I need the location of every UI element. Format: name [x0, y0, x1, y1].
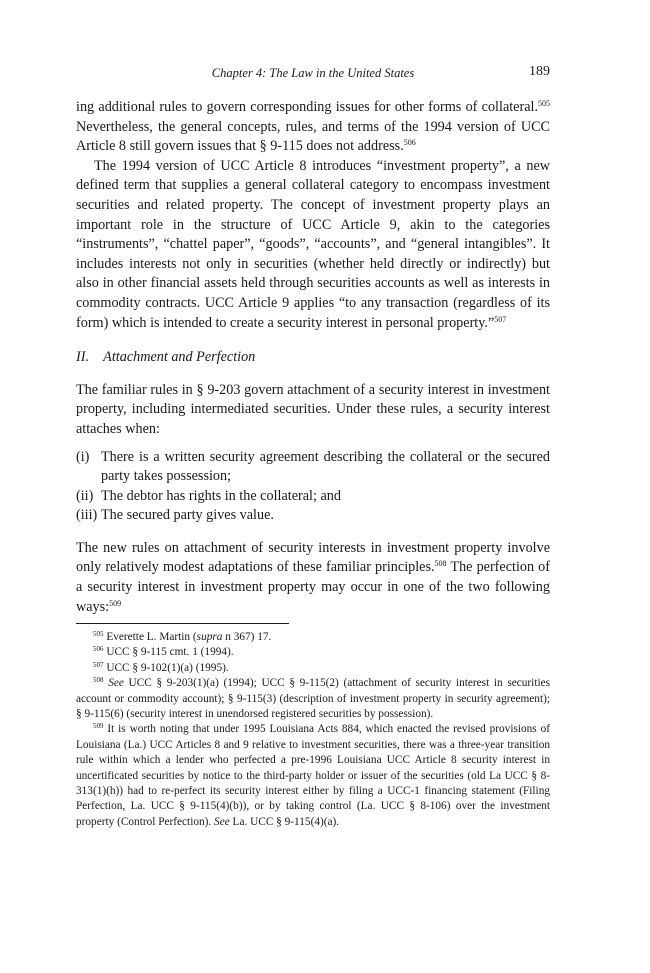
- page-number: 189: [529, 64, 550, 79]
- footnote-506: $^{506}$ UCC § 9-115 cmt. 1 (1994).: [93, 645, 234, 659]
- footnote-507: $^{507}$ UCC § 9-102(1)(a) (1995).: [93, 660, 229, 674]
- footnote-ref-505[interactable]: 505: [538, 99, 550, 108]
- footnote-ref-508[interactable]: 508: [434, 559, 447, 569]
- paragraph-attachment-rules: The familiar rules in § 9-203 govern attachment of a security interest in investment property, including intermediated securities. Under these rules, a security interest attaches when:: [76, 381, 550, 437]
- paragraph-continuation: ing additional rules to govern corresponding issues for other forms of collateral.$^{505}$ Nevertheless, the general concepts, rules, and terms of the 1994 version of UCC Article 8 still govern issues that § 9-115 does not address.$^{506}$: [76, 99, 550, 155]
- running-title: Chapter 4: The Law in the United States: [211, 66, 415, 80]
- attachment-conditions-list: [76, 448, 550, 526]
- footnotes: [76, 630, 550, 830]
- running-header: [76, 64, 550, 82]
- paragraph-perfection: The new rules on attachment of security interests in investment property involve only relatively modest adaptations of these familiar principles.$^{508}$ The perfection of a security interest in investment property may occur in one of the two following ways:$^{509}$: [76, 539, 551, 615]
- main-text: [76, 98, 550, 617]
- footnote-509: $^{509}$ It is worth noting that under 1995 Louisiana Acts 884, which enacted the revised provisions of Louisiana (La.) UCC Articles 8 and 9 relative to investment securities, there was a three-year transition rule within which a lender who perfected a pre-1996 Louisiana UCC Article 8 security interest in uncertificated securities by notice to the third-party holder or issuer of the securities (old La UCC § 8-313(1)(h)) had to re-perfect its security interest either by filing a UCC-1 financing statement (Filing Perfection, La. UCC § 9-115(4)(b)), or by taking control (La. UCC § 8-106) over the investment property (Control Perfection). See La. UCC § 9-115(4)(a).: [76, 722, 550, 828]
- paragraph-investment-property: The 1994 version of UCC Article 8 introduces “investment property”, a new defined term that supplies a general collateral category to encompass investment securities and related property. The concept of investment property plays an important role in the structure of UCC Article 9, akin to the categories “instruments”, “chattel paper”, “goods”, “accounts”, and “general intangibles”. It includes interests not only in securities (whether held directly or indirectly) but also in other financial assets held through securities accounts as well as interests in commodity contracts. UCC Article 9 applies “to any transaction (regardless of its form) which is intended to create a security interest in personal property.”$^{507}$: [76, 157, 550, 331]
- footnote-505: $^{505}$ Everette L. Martin (supra n 367) 17.: [93, 630, 272, 643]
- footnote-ref-509[interactable]: 509: [109, 598, 122, 608]
- footnote-divider: [76, 623, 289, 624]
- list-item: (ii) The debtor has rights in the collateral; and: [76, 487, 550, 507]
- list-marker: (iii): [76, 507, 98, 524]
- list-item: (i) There is a written security agreement describing the collateral or the secured party takes possession;: [76, 448, 550, 485]
- section-heading: II. Attachment and Perfection: [76, 349, 256, 366]
- list-marker: (ii): [76, 487, 94, 504]
- footnote-ref-507[interactable]: 507: [494, 314, 507, 324]
- list-item: (iii) The secured party gives value.: [76, 506, 550, 526]
- footnote-ref-506[interactable]: 506: [403, 138, 416, 148]
- footnote-508: $^{508}$ See UCC § 9-203(1)(a) (1994); UCC § 9-115(2) (attachment of security interest in securities account or commodity account); § 9-115(3) (description of investment property in security agreement); § 9-115(6) (security interest in unendorsed registered securities by possession).: [76, 676, 551, 721]
- list-marker: (i): [76, 448, 90, 465]
